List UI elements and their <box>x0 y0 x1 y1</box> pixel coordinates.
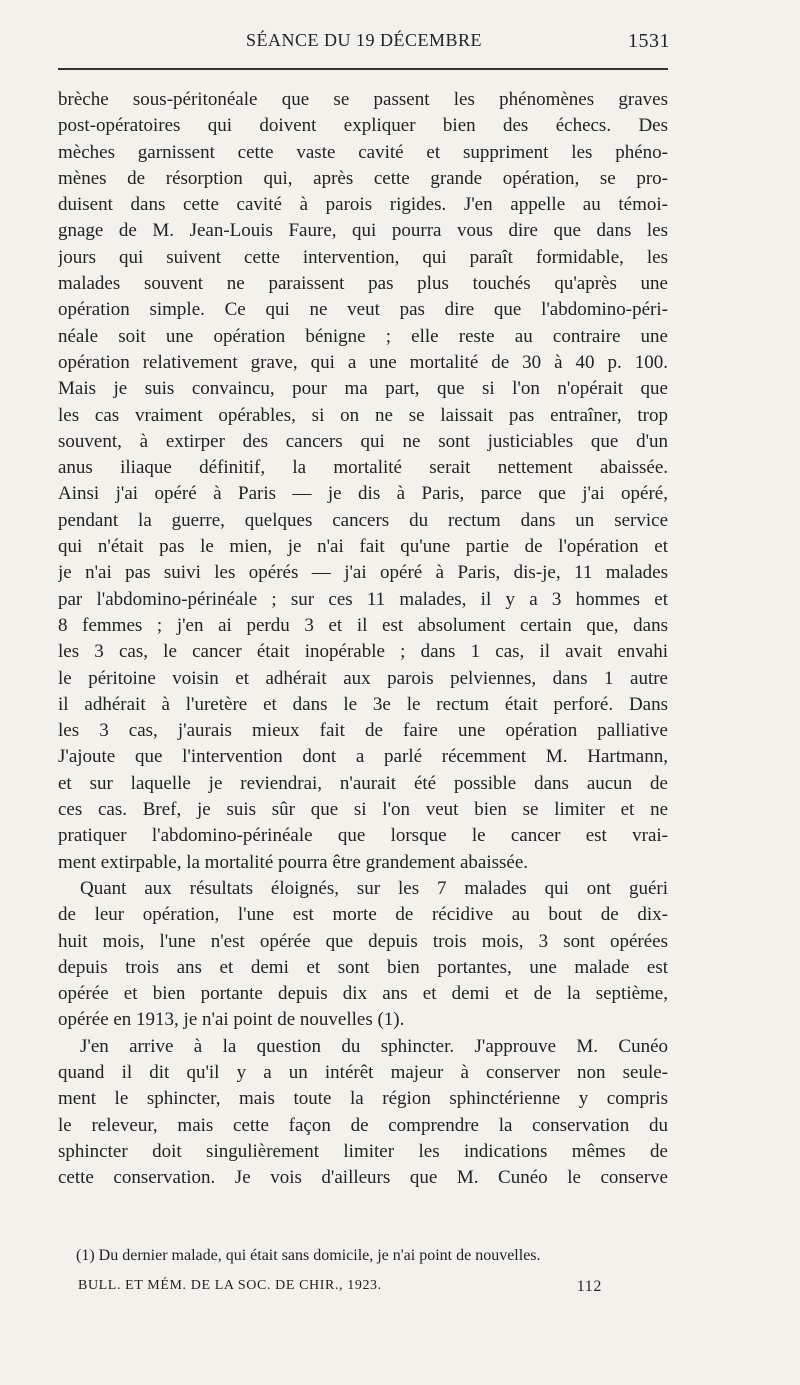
text-line: post-opératoires qui doivent expliquer bien des échecs. Des <box>58 115 668 137</box>
text-line: les 3 cas, le cancer était inopérable ; dans 1 cas, il avait envahi <box>58 641 668 663</box>
text-line: opérée et bien portante depuis dix ans et demi et de la septième, <box>58 983 668 1005</box>
text-line: pratiquer l'abdomino-périnéale que lorsque le cancer est vrai- <box>58 825 668 847</box>
text-line: il adhérait à l'uretère et dans le 3e le rectum était perforé. Dans <box>58 693 668 715</box>
text-line: gnage de M. Jean-Louis Faure, qui pourra vous dire que dans les <box>58 220 668 242</box>
text-line: malades souvent ne paraissent pas plus touchés qu'après une <box>58 273 668 295</box>
body-text <box>58 87 668 1191</box>
running-head-title: SÉANCE DU 19 DÉCEMBRE <box>245 30 482 50</box>
text-line: opération relativement grave, qui a une mortalité de 30 à 40 p. 100. <box>58 351 668 373</box>
text-line: ment le sphincter, mais toute la région sphinctérienne y compris <box>58 1088 668 1110</box>
text-line: les cas vraiment opérables, si on ne se laissait pas entraîner, trop <box>58 404 668 426</box>
text-line: opérée en 1913, je n'ai point de nouvelles (1). <box>58 1009 405 1031</box>
footer-sheet-number: 112 <box>576 1278 602 1295</box>
text-line: je n'ai pas suivi les opérés — j'ai opéré à Paris, dis-je, 11 malades <box>58 562 668 584</box>
footer-journal: BULL. ET MÉM. DE LA SOC. DE CHIR., 1923. <box>78 1278 382 1293</box>
text-line: ment extirpable, la mortalité pourra être grandement abaissée. <box>58 851 529 873</box>
text-line: Ainsi j'ai opéré à Paris — je dis à Paris, parce que j'ai opéré, <box>58 483 668 505</box>
text-line: mènes de résorption qui, après cette grande opération, se pro- <box>58 167 668 189</box>
text-line: sphincter doit singulièrement limiter les indications mêmes de <box>58 1140 668 1162</box>
text-line: cette conservation. Je vois d'ailleurs que M. Cunéo le conserve <box>58 1167 668 1189</box>
text-line: néale soit une opération bénigne ; elle reste au contraire une <box>58 325 668 347</box>
text-line: quand il dit qu'il y a un intérêt majeur à conserver non seule- <box>58 1061 668 1083</box>
text-line: mèches garnissent cette vaste cavité et suppriment les phéno- <box>58 141 668 163</box>
text-line: brèche sous-péritonéale que se passent les phénomènes graves <box>58 89 668 110</box>
text-line: 8 femmes ; j'en ai perdu 3 et il est absolument certain que, dans <box>58 614 668 636</box>
text-line: le péritoine voisin et adhérait aux parois pelviennes, dans 1 autre <box>58 667 668 689</box>
text-line: opération simple. Ce qui ne veut pas dire que l'abdomino-péri- <box>58 299 668 321</box>
text-line: qui n'était pas le mien, je n'ai fait qu'une partie de l'opération et <box>58 536 668 558</box>
running-head <box>58 30 670 54</box>
text-line: souvent, à extirper des cancers qui ne sont justiciables que d'un <box>58 430 668 452</box>
text-line: le releveur, mais cette façon de comprendre la conservation du <box>58 1114 668 1136</box>
page-number: 1531 <box>628 30 670 52</box>
footnote: (1) Du dernier malade, qui était sans domicile, je n'ai point de nouvelles. <box>76 1247 541 1264</box>
text-line: ces cas. Bref, je suis sûr que si l'on veut bien se limiter et ne <box>58 799 668 821</box>
text-line: de leur opération, l'une est morte de récidive au bout de dix- <box>58 904 668 926</box>
text-line: J'en arrive à la question du sphincter. J'approuve M. Cunéo <box>80 1035 668 1057</box>
page-footer <box>78 1278 602 1298</box>
text-line: Mais je suis convaincu, pour ma part, que si l'on n'opérait que <box>58 378 668 400</box>
header-rule <box>58 68 668 70</box>
text-line: et sur laquelle je reviendrai, n'aurait été possible dans aucun de <box>58 772 668 794</box>
text-line: duisent dans cette cavité à parois rigides. J'en appelle au témoi- <box>58 194 668 216</box>
text-line: pendant la guerre, quelques cancers du rectum dans un service <box>58 509 668 531</box>
text-line: J'ajoute que l'intervention dont a parlé récemment M. Hartmann, <box>58 746 668 768</box>
text-line: depuis trois ans et demi et sont bien portantes, une malade est <box>58 956 668 978</box>
text-line: anus iliaque définitif, la mortalité serait nettement abaissée. <box>58 457 668 479</box>
text-line: par l'abdomino-périnéale ; sur ces 11 malades, il y a 3 hommes et <box>58 588 668 610</box>
text-line: jours qui suivent cette intervention, qui paraît formidable, les <box>58 246 668 268</box>
text-line: Quant aux résultats éloignés, sur les 7 malades qui ont guéri <box>80 877 668 899</box>
text-line: les 3 cas, j'aurais mieux fait de faire une opération palliative <box>58 720 668 742</box>
text-line: huit mois, l'une n'est opérée que depuis trois mois, 3 sont opérées <box>58 930 668 952</box>
